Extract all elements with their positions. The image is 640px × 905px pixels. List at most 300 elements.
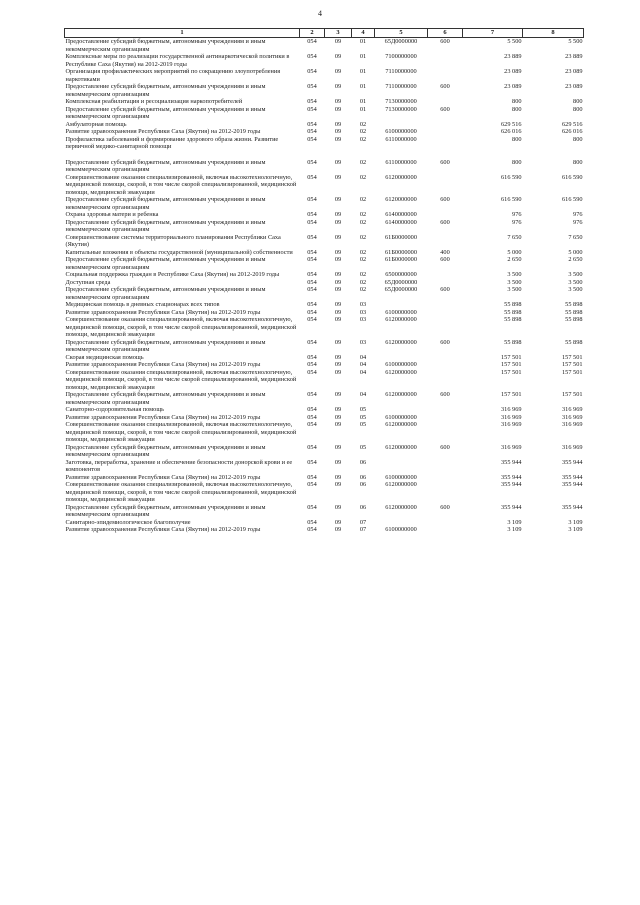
row-name: Предоставление субсидий бюджетным, автономным учреждениям и иным некоммерческим организациям <box>65 105 266 120</box>
row-section-code: 09 <box>334 443 342 451</box>
row-amount-2: 976 <box>573 211 583 218</box>
table-header-row <box>65 29 584 38</box>
row-section-code: 09 <box>334 173 342 181</box>
row-name: Медицинская помощь в дневных стационарах всех типов <box>65 301 220 308</box>
row-section-code: 09 <box>334 421 342 428</box>
table-row <box>65 339 584 354</box>
row-admin-code: 054 <box>307 391 317 398</box>
row-expense-type <box>428 354 463 362</box>
row-amount-2: 616 590 <box>562 196 583 203</box>
table-row <box>65 196 584 211</box>
row-name: Предоставление субсидий бюджетным, автономным учреждениям и иным некоммерческим организациям <box>65 218 266 233</box>
table-row <box>65 354 584 362</box>
row-expense-type <box>428 279 463 287</box>
row-admin-code: 054 <box>307 308 317 316</box>
row-expense-type <box>428 309 463 317</box>
row-name: Развитие здравоохранения Республики Саха (Якутия) на 2012-2019 годы <box>65 413 261 421</box>
row-section-code: 09 <box>334 68 342 75</box>
table-row <box>65 361 584 369</box>
row-spacer <box>65 151 584 159</box>
row-amount-2: 3 500 <box>568 278 583 286</box>
row-expense-type <box>428 234 463 249</box>
row-expense-type: 600 <box>440 105 450 113</box>
row-amount-2: 23 089 <box>565 68 583 75</box>
row-amount-2: 7 650 <box>568 233 583 241</box>
row-target-article: 6140000000 <box>385 218 417 226</box>
row-amount-1: 3 109 <box>507 518 522 526</box>
row-name: Скорая медицинская помощь <box>65 353 144 361</box>
row-subsection-code: 01 <box>359 83 367 90</box>
row-amount-1: 55 898 <box>504 308 522 316</box>
row-expense-type <box>428 361 463 369</box>
row-amount-2: 800 <box>573 158 583 166</box>
row-target-article: 7110000000 <box>385 83 417 90</box>
row-amount-2: 55 898 <box>565 338 583 346</box>
row-amount-2: 316 969 <box>562 406 583 413</box>
row-name: Предоставление субсидий бюджетным, автономным учреждениям и иным некоммерческим организациям <box>65 443 266 458</box>
row-section-code: 09 <box>334 135 342 143</box>
row-amount-2: 316 969 <box>562 421 583 428</box>
row-target-article: 6120000000 <box>385 481 417 488</box>
table-row <box>65 249 584 257</box>
row-amount-2: 3 500 <box>568 286 583 293</box>
row-subsection-code: 06 <box>359 503 367 511</box>
row-target-article <box>375 459 428 474</box>
row-target-article <box>375 301 428 309</box>
row-name: Развитие здравоохранения Республики Саха (Якутия) на 2012-2019 годы <box>65 128 261 135</box>
row-section-code: 09 <box>334 458 342 466</box>
table-row <box>65 53 584 68</box>
row-amount-1: 616 590 <box>501 173 522 181</box>
row-amount-1: 55 898 <box>504 316 522 323</box>
row-amount-1: 55 898 <box>504 301 522 308</box>
row-name: Предоставление субсидий бюджетным, автономным учреждениям и иным некоммерческим организациям <box>65 83 266 98</box>
row-amount-2: 355 944 <box>562 503 583 511</box>
row-name: Предоставление субсидий бюджетным, автономным учреждениям и иным некоммерческим организациям <box>65 286 266 301</box>
table-row <box>65 286 584 301</box>
row-admin-code: 054 <box>307 458 317 466</box>
row-target-article: 65Д0000000 <box>384 38 418 45</box>
table-row <box>65 128 584 136</box>
row-admin-code: 054 <box>307 83 317 90</box>
row-name: Предоставление субсидий бюджетным, автономным учреждениям и иным некоммерческим организациям <box>65 158 266 173</box>
row-section-code: 09 <box>334 248 342 256</box>
row-target-article: 61Б0000000 <box>385 256 417 263</box>
row-target-article: 6100000000 <box>385 526 417 533</box>
row-amount-2: 55 898 <box>565 316 583 323</box>
header-col-3: 3 <box>325 29 352 38</box>
row-section-code: 09 <box>334 286 342 293</box>
row-name: Предоставление субсидий бюджетным, автономным учреждениям и иным некоммерческим организациям <box>65 256 266 271</box>
row-target-article <box>375 354 428 362</box>
row-expense-type: 600 <box>440 338 450 346</box>
table-row <box>65 174 584 197</box>
row-amount-1: 355 944 <box>501 503 522 511</box>
row-section-code: 09 <box>334 361 342 368</box>
row-section-code: 09 <box>334 503 342 511</box>
row-amount-2: 157 501 <box>562 361 583 368</box>
row-amount-1: 23 889 <box>504 53 522 60</box>
row-section-code: 09 <box>334 196 342 203</box>
row-expense-type: 600 <box>440 443 450 451</box>
row-expense-type <box>428 211 463 219</box>
row-subsection-code: 01 <box>359 98 367 105</box>
row-section-code: 09 <box>334 473 342 481</box>
row-expense-type: 600 <box>440 256 450 263</box>
row-subsection-code: 02 <box>359 211 367 218</box>
row-target-article: 6120000000 <box>385 421 417 428</box>
table-row <box>65 526 584 534</box>
row-amount-2: 3 500 <box>568 271 583 278</box>
header-col-4: 4 <box>352 29 375 38</box>
row-section-code: 09 <box>334 218 342 226</box>
row-section-code: 09 <box>334 526 342 533</box>
row-target-article: 6110000000 <box>385 135 417 143</box>
row-expense-type: 600 <box>440 218 450 226</box>
row-admin-code: 054 <box>307 120 317 128</box>
row-subsection-code: 02 <box>359 128 367 135</box>
row-name: Совершенствование оказания специализированной, включая высокотехнологичную, медицинской помощи, скорой, в том числе скорой специализированной, медицинской помощи, медицинской эвакуации <box>65 316 297 338</box>
row-name: Капитальные вложения в объекты государственной (муниципальной) собственности <box>65 248 293 256</box>
row-admin-code: 054 <box>307 526 317 533</box>
row-subsection-code: 07 <box>359 518 367 526</box>
row-amount-2: 355 944 <box>562 481 583 488</box>
row-expense-type <box>428 121 463 129</box>
row-subsection-code: 06 <box>359 473 367 481</box>
table-row <box>65 316 584 339</box>
row-subsection-code: 07 <box>359 526 367 533</box>
row-admin-code: 054 <box>307 218 317 226</box>
row-amount-2: 55 898 <box>565 308 583 316</box>
row-expense-type <box>428 53 463 68</box>
row-admin-code: 054 <box>307 368 317 376</box>
row-target-article: 6120000000 <box>385 443 417 451</box>
row-amount-2: 800 <box>573 105 583 113</box>
row-subsection-code: 02 <box>359 286 367 293</box>
row-amount-1: 23 089 <box>504 83 522 90</box>
row-amount-1: 157 501 <box>501 391 522 398</box>
row-admin-code: 054 <box>307 338 317 346</box>
row-section-code: 09 <box>334 83 342 90</box>
row-expense-type <box>428 481 463 504</box>
row-target-article: 7130000000 <box>385 98 417 105</box>
row-section-code: 09 <box>334 120 342 128</box>
row-target-article: 6110000000 <box>385 158 417 166</box>
table-row <box>65 459 584 474</box>
table-row <box>65 219 584 234</box>
row-name: Предоставление субсидий бюджетным, автономным учреждениям и иным некоммерческим организациям <box>65 338 266 353</box>
row-subsection-code: 02 <box>359 233 367 241</box>
row-amount-1: 316 969 <box>501 443 522 451</box>
row-amount-2: 976 <box>573 218 583 226</box>
row-amount-2: 23 889 <box>565 53 583 60</box>
row-amount-1: 55 898 <box>504 338 522 346</box>
row-subsection-code: 02 <box>359 256 367 263</box>
row-admin-code: 054 <box>307 158 317 166</box>
row-admin-code: 054 <box>307 38 317 45</box>
row-expense-type <box>428 301 463 309</box>
row-expense-type <box>428 316 463 339</box>
table-row <box>65 159 584 174</box>
row-expense-type <box>428 271 463 279</box>
table-row <box>65 279 584 287</box>
row-target-article: 6120000000 <box>385 391 417 398</box>
row-expense-type <box>428 414 463 422</box>
row-admin-code: 054 <box>307 128 317 135</box>
row-section-code: 09 <box>334 413 342 421</box>
row-amount-1: 5 500 <box>507 38 522 45</box>
row-amount-2: 316 969 <box>562 413 583 421</box>
row-section-code: 09 <box>334 98 342 105</box>
row-section-code: 09 <box>334 128 342 135</box>
row-admin-code: 054 <box>307 406 317 413</box>
table-row <box>65 38 584 54</box>
row-admin-code: 054 <box>307 68 317 75</box>
spacer-cell <box>65 151 584 159</box>
row-amount-2: 157 501 <box>562 368 583 376</box>
row-subsection-code: 03 <box>359 316 367 323</box>
header-col-6: 6 <box>428 29 463 38</box>
table-row <box>65 83 584 98</box>
row-admin-code: 054 <box>307 443 317 451</box>
row-subsection-code: 05 <box>359 421 367 428</box>
table-row <box>65 481 584 504</box>
row-amount-1: 629 516 <box>501 120 522 128</box>
row-amount-2: 2 650 <box>568 256 583 263</box>
row-name: Совершенствование оказания специализированной, включая высокотехнологичную, медицинской помощи, скорой, в том числе скорой специализированной, медицинской помощи, медицинской эвакуации <box>65 173 297 196</box>
row-expense-type: 400 <box>440 248 450 256</box>
row-subsection-code: 03 <box>359 338 367 346</box>
row-subsection-code: 03 <box>359 308 367 316</box>
row-name: Развитие здравоохранения Республики Саха (Якутия) на 2012-2019 годы <box>65 361 261 368</box>
row-admin-code: 054 <box>307 248 317 256</box>
row-admin-code: 054 <box>307 316 317 323</box>
row-target-article <box>375 519 428 527</box>
row-target-article: 6100000000 <box>385 308 417 316</box>
row-expense-type <box>428 68 463 83</box>
row-name: Санаторно-оздоровительная помощь <box>65 406 165 413</box>
row-name: Комплексные меры по реализации государственной антинаркотической политики в Республике Саха (Якутия) на 2012-2019 годы <box>65 53 290 68</box>
row-name: Совершенствование системы территориального планирования Республики Саха (Якутия) <box>65 233 281 248</box>
row-name: Профилактика заболеваний и формирование здорового образа жизни. Развитие первичной медико-санитарной помощи <box>65 135 279 150</box>
row-expense-type <box>428 98 463 106</box>
row-section-code: 09 <box>334 158 342 166</box>
row-expense-type: 600 <box>440 286 450 293</box>
row-amount-1: 316 969 <box>501 421 522 428</box>
row-subsection-code: 06 <box>359 458 367 466</box>
row-admin-code: 054 <box>307 286 317 293</box>
row-amount-1: 976 <box>512 218 522 226</box>
row-subsection-code: 03 <box>359 301 367 308</box>
row-subsection-code: 05 <box>359 443 367 451</box>
table-row <box>65 211 584 219</box>
row-name: Развитие здравоохранения Республики Саха (Якутия) на 2012-2019 годы <box>65 308 261 316</box>
row-target-article: 6120000000 <box>385 173 417 181</box>
table-row <box>65 136 584 151</box>
row-amount-1: 355 944 <box>501 473 522 481</box>
row-expense-type <box>428 459 463 474</box>
row-target-article: 6100000000 <box>385 128 417 135</box>
row-target-article <box>375 121 428 129</box>
row-subsection-code: 02 <box>359 248 367 256</box>
row-expense-type: 600 <box>440 38 450 45</box>
table-row <box>65 406 584 414</box>
row-section-code: 09 <box>334 406 342 413</box>
row-section-code: 09 <box>334 105 342 113</box>
row-admin-code: 054 <box>307 271 317 278</box>
row-target-article: 6100000000 <box>385 413 417 421</box>
row-amount-2: 3 109 <box>568 518 583 526</box>
row-subsection-code: 02 <box>359 271 367 278</box>
row-subsection-code: 01 <box>359 105 367 113</box>
row-name: Амбулаторная помощь <box>65 120 127 128</box>
row-target-article: 61Б0000000 <box>385 233 417 241</box>
row-subsection-code: 01 <box>359 68 367 75</box>
row-section-code: 09 <box>334 353 342 361</box>
row-section-code: 09 <box>334 233 342 241</box>
row-amount-1: 157 501 <box>501 353 522 361</box>
row-amount-1: 976 <box>512 211 522 218</box>
table-body <box>65 38 584 534</box>
row-expense-type: 600 <box>440 158 450 166</box>
table-row <box>65 519 584 527</box>
row-target-article: 6120000000 <box>385 338 417 346</box>
row-name: Совершенствование оказания специализированной, включая высокотехнологичную, медицинской помощи, скорой, в том числе скорой специализированной, медицинской помощи, медицинской эвакуации <box>65 481 297 503</box>
row-amount-1: 3 500 <box>507 271 522 278</box>
row-amount-1: 7 650 <box>507 233 522 241</box>
row-target-article: 6120000000 <box>385 368 417 376</box>
table-row <box>65 234 584 249</box>
table-row <box>65 414 584 422</box>
row-target-article: 7100000000 <box>385 53 417 60</box>
budget-table <box>64 28 584 534</box>
table-row <box>65 98 584 106</box>
row-subsection-code: 04 <box>359 353 367 361</box>
row-target-article: 6140000000 <box>385 211 417 218</box>
row-admin-code: 054 <box>307 473 317 481</box>
header-col-8: 8 <box>523 29 584 38</box>
row-amount-1: 3 500 <box>507 286 522 293</box>
row-subsection-code: 06 <box>359 481 367 488</box>
row-admin-code: 054 <box>307 353 317 361</box>
row-target-article: 65Д0000000 <box>384 286 418 293</box>
table-row <box>65 271 584 279</box>
row-section-code: 09 <box>334 278 342 286</box>
row-subsection-code: 05 <box>359 413 367 421</box>
row-admin-code: 054 <box>307 135 317 143</box>
row-name: Предоставление субсидий бюджетным, автономным учреждениям и иным некоммерческим организациям <box>65 391 266 406</box>
row-expense-type <box>428 526 463 534</box>
row-amount-1: 800 <box>512 158 522 166</box>
row-amount-2: 800 <box>573 135 583 143</box>
row-amount-1: 616 590 <box>501 196 522 203</box>
row-section-code: 09 <box>334 338 342 346</box>
row-admin-code: 054 <box>307 105 317 113</box>
row-admin-code: 054 <box>307 53 317 60</box>
row-expense-type: 600 <box>440 391 450 398</box>
table-row <box>65 301 584 309</box>
row-target-article: 6120000000 <box>385 196 417 203</box>
row-admin-code: 054 <box>307 503 317 511</box>
row-expense-type <box>428 421 463 444</box>
row-name: Развитие здравоохранения Республики Саха (Якутия) на 2012-2019 годы <box>65 526 261 533</box>
header-col-5: 5 <box>375 29 428 38</box>
row-expense-type <box>428 519 463 527</box>
row-amount-2: 5 500 <box>568 38 583 45</box>
row-target-article: 6120000000 <box>385 503 417 511</box>
row-expense-type: 600 <box>440 83 450 90</box>
row-section-code: 09 <box>334 271 342 278</box>
row-admin-code: 054 <box>307 278 317 286</box>
row-name: Социальная поддержка граждан в Республике Саха (Якутия) на 2012-2019 годы <box>65 271 280 278</box>
row-section-code: 09 <box>334 211 342 218</box>
table-row <box>65 121 584 129</box>
row-amount-2: 355 944 <box>562 473 583 481</box>
row-expense-type <box>428 474 463 482</box>
row-amount-1: 2 650 <box>507 256 522 263</box>
row-target-article: 6100000000 <box>385 473 417 481</box>
row-subsection-code: 04 <box>359 361 367 368</box>
row-target-article <box>375 406 428 414</box>
header-col-7: 7 <box>463 29 523 38</box>
row-amount-2: 616 590 <box>562 173 583 181</box>
table-row <box>65 444 584 459</box>
row-admin-code: 054 <box>307 98 317 105</box>
table-row <box>65 68 584 83</box>
row-admin-code: 054 <box>307 481 317 488</box>
row-admin-code: 054 <box>307 421 317 428</box>
row-amount-1: 3 109 <box>507 526 522 533</box>
row-amount-1: 626 016 <box>501 128 522 135</box>
row-admin-code: 054 <box>307 413 317 421</box>
row-admin-code: 054 <box>307 233 317 241</box>
row-section-code: 09 <box>334 391 342 398</box>
row-target-article: 61Б0000000 <box>385 248 417 256</box>
row-amount-1: 800 <box>512 98 522 105</box>
row-name: Организация профилактических мероприятий по сокращению злоупотребления наркотиками <box>65 68 281 83</box>
row-subsection-code: 02 <box>359 135 367 143</box>
row-name: Заготовка, переработка, хранение и обеспечение безопасности донорской крови и ее компонентов <box>65 458 293 473</box>
row-expense-type <box>428 136 463 151</box>
row-section-code: 09 <box>334 53 342 60</box>
row-amount-1: 316 969 <box>501 413 522 421</box>
row-target-article: 6100000000 <box>385 361 417 368</box>
row-name: Совершенствование оказания специализированной, включая высокотехнологичную, медицинской помощи, скорой, в том числе скорой специализированной, медицинской помощи, медицинской эвакуации <box>65 368 297 391</box>
row-name: Доступная среда <box>65 278 111 286</box>
row-subsection-code: 02 <box>359 218 367 226</box>
row-amount-1: 5 000 <box>507 248 522 256</box>
row-name: Предоставление субсидий бюджетным, автономным учреждениям и иным некоммерческим организациям <box>65 503 266 518</box>
row-target-article: 6120000000 <box>385 316 417 323</box>
row-section-code: 09 <box>334 38 342 45</box>
table-row <box>65 369 584 392</box>
table-row <box>65 421 584 444</box>
row-name: Предоставление субсидий бюджетным, автономным учреждениям и иным некоммерческим организациям <box>65 38 266 53</box>
row-expense-type <box>428 406 463 414</box>
row-subsection-code: 02 <box>359 196 367 203</box>
row-expense-type <box>428 174 463 197</box>
row-section-code: 09 <box>334 481 342 488</box>
row-name: Охрана здоровья матери и ребенка <box>65 211 159 218</box>
row-amount-1: 3 500 <box>507 278 522 286</box>
row-expense-type: 600 <box>440 503 450 511</box>
row-section-code: 09 <box>334 256 342 263</box>
row-expense-type <box>428 369 463 392</box>
row-amount-1: 355 944 <box>501 458 522 466</box>
header-col-1: 1 <box>65 29 300 38</box>
row-amount-1: 157 501 <box>501 361 522 368</box>
row-amount-1: 316 969 <box>501 406 522 413</box>
